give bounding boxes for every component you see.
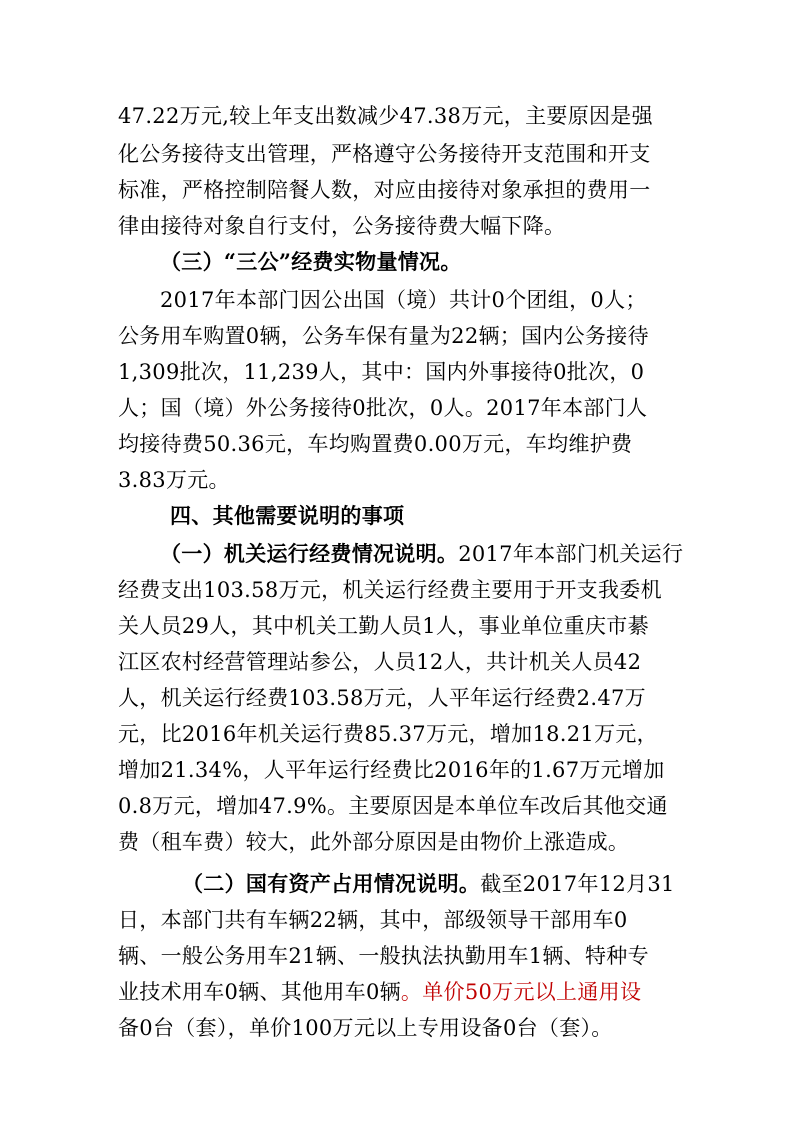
text-line: 2017年本部门因公出国（境）共计0个团组，0人； (160, 288, 647, 312)
text-line (118, 978, 678, 1006)
text-line: 人，机关运行经费103.58万元，人平年运行经费2.47万 (118, 686, 646, 710)
text-line: 律由接待对象自行支付，公务接待费大幅下降。 (118, 214, 566, 238)
text-line: 47.22万元,较上年支出数减少47.38万元，主要原因是强 (118, 104, 653, 128)
text-line: 1,309批次，11,239人，其中：国内外事接待0批次，0 (118, 360, 645, 384)
text-line: 标准，严格控制陪餐人数，对应由接待对象承担的费用一 (118, 178, 651, 202)
text-line: 人；国（境）外公务接待0批次，0人。2017年本部门人 (118, 396, 648, 420)
text-line: 江区农村经营管理站参公，人员12人，共计机关人员42 (118, 650, 642, 674)
text-line: 公务用车购置0辆，公务车保有量为22辆；国内公务接待 (118, 324, 649, 348)
subsection-heading: （二）国有资产占用情况说明。 (182, 871, 481, 896)
text-line: 日，本部门共有车辆22辆，其中，部级领导干部用车0 (118, 908, 628, 932)
text-line: 增加21.34%，人平年运行经费比2016年的1.67万元增加 (118, 758, 665, 782)
text-line: 均接待费50.36元，车均购置费0.00万元，车均维护费 (118, 432, 633, 456)
paragraph-lead (182, 870, 742, 898)
text-line: 3.83万元。 (118, 468, 230, 492)
text-line: 关人员29人，其中机关工勤人员1人，事业单位重庆市綦 (118, 614, 649, 638)
subsection-heading: （一）机关运行经费情况说明。 (160, 541, 459, 566)
text-line: 元，比2016年机关运行费85.37万元，增加18.21万元， (118, 722, 658, 746)
text-span: 截至2017年12月31 (480, 872, 675, 896)
text-line: 0.8万元，增加47.9%。主要原因是本单位车改后其他交通 (118, 794, 668, 818)
text-span: 2017年本部门机关运行 (458, 542, 684, 566)
text-line: 备0台（套），单价100万元以上专用设备0台（套）。 (118, 1016, 613, 1040)
paragraph-lead (160, 540, 720, 568)
text-line: 经费支出103.58万元，机关运行经费主要用于开支我委机 (118, 578, 662, 602)
text-line: 费（租车费）较大，此外部分原因是由物价上涨造成。 (118, 830, 630, 854)
text-line: 化公务接待支出管理，严格遵守公务接待开支范围和开支 (118, 142, 651, 166)
section-heading: （三）“三公”经费实物量情况。 (160, 249, 462, 274)
text-line: 辆、一般公务用车21辆、一般执法执勤用车1辆、特种专 (118, 944, 649, 968)
text-span: 业技术用车0辆、其他用车0辆 (118, 980, 401, 1004)
section-heading: 四、其他需要说明的事项 (170, 503, 405, 528)
highlighted-text-span: 。单价50万元以上通用设 (400, 980, 642, 1004)
